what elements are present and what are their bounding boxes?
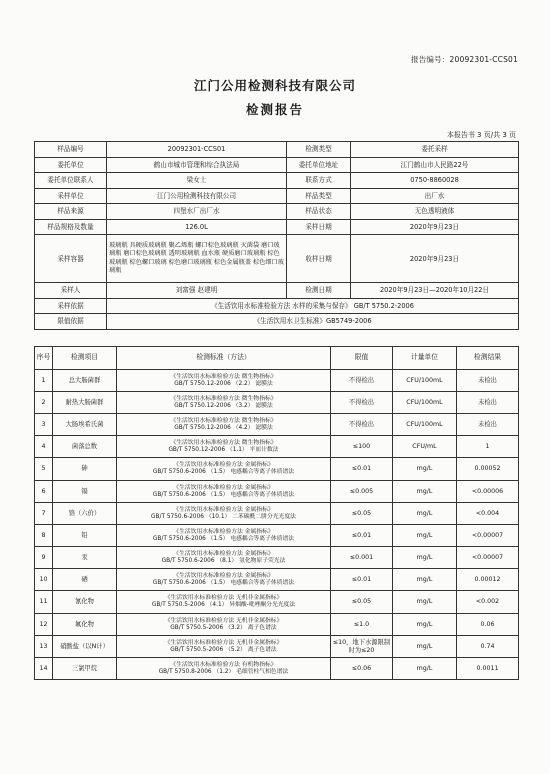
row-no: 4 [35,436,53,458]
results-table [34,346,519,680]
table-row [35,458,519,481]
info-label: 限值依据 [35,314,107,330]
row-standard-method: GB/T 5750.6-2006 （1.5） 电感耦合等离子体质谱法 [152,535,295,542]
row-standard [117,569,331,591]
table-row [35,591,519,614]
results-body [35,370,519,680]
row-standard [117,436,331,458]
row-limit: ≤0.06 [331,658,393,680]
row-item: 耐热大肠菌群 [53,392,117,414]
row-item: 大肠埃希氏菌 [53,414,117,436]
row-standard-method: GB/T 5750.12-2006 （3.2） 滤膜法 [174,402,273,409]
row-standard-title: 《生活饮用水标准检验方法 金属指标》 [173,528,274,535]
table-row [35,481,519,503]
info-label: 采样人 [35,283,107,299]
report-number-value: 20092301-CCS01 [449,55,518,64]
row-result: 0.06 [457,614,519,636]
row-standard-method: GB/T 5750.6-2006 （1.5） 电感耦合等离子体质谱法 [152,469,295,475]
results-header-row [35,347,519,370]
info-row [35,157,519,173]
info-value: 出厂水 [351,188,519,204]
info-label: 采样容器 [35,235,107,283]
row-unit: CFU/100mL [393,414,457,436]
info-value: 无色透明液体 [351,204,519,220]
row-item: 总大肠菌群 [53,370,117,392]
container-list: 玻璃瓶 具硬质玻璃瓶 聚乙烯瓶 螺口棕色玻璃瓶 灭菌袋 磨口玻璃瓶 磨口棕色玻璃瓶 透明玻璃瓶 血水瓶 硬质磨口玻璃瓶 棕色玻璃瓶 棕色螺口玻璃 棕色磨口玻璃瓶 棕色金属瓶盖 棕色细口玻璃瓶 [107,235,287,283]
info-row [35,204,519,220]
row-standard-title: 《生活饮用水标准检验方法 无机非金属指标》 [164,595,283,601]
info-label: 委托单位 [35,157,107,173]
row-result: <0.00007 [457,525,519,547]
info-value: 0750-8860028 [351,173,519,189]
row-standard [117,658,331,680]
row-unit: mg/L [393,658,457,680]
row-standard-title: 《生活饮用水标准检验方法 微生物指标》 [170,373,277,380]
info-value: 鹤山市城市管理和综合执法局 [107,157,287,173]
row-limit: 不得检出 [331,392,393,414]
row-unit: mg/L [393,503,457,525]
info-label: 联系方式 [287,173,351,189]
row-result: 未检出 [457,414,519,436]
row-no: 12 [35,614,53,636]
row-result: 未检出 [457,370,519,392]
info-row [35,235,519,283]
row-result: <0.004 [457,503,519,525]
row-standard-title: 《生活饮用水标准检验方法 无机非金属指标》 [164,617,283,624]
info-label: 检测日期 [287,283,351,299]
row-standard-title: 《生活饮用水标准检验方法 微生物指标》 [170,439,277,446]
header-limit: 限值 [331,347,393,370]
row-no: 7 [35,503,53,525]
report-number [411,54,518,65]
info-label: 采样依据 [35,298,107,314]
header-unit: 计量单位 [393,347,457,370]
row-no: 14 [35,658,53,680]
row-limit: ≤100 [331,436,393,458]
row-limit: ≤10，地下水源限制时为≤20 [331,636,393,658]
row-standard-title: 《生活饮用水标准检验方法 金属指标》 [173,506,274,513]
row-no: 13 [35,636,53,658]
row-item: 铬（六价） [53,503,117,525]
row-result: <0.00006 [457,481,519,503]
row-standard-method: GB/T 5750.6-2006 （1.5） 电感耦合等离子体质谱法 [152,491,295,498]
row-standard-method: GB/T 5750.12-2006 （2.2） 滤膜法 [174,380,273,387]
info-value: 126.0L [107,219,287,235]
row-limit: 不得检出 [331,414,393,436]
row-standard-method: GB/T 5750.6-2006 （10.1） 二苯碳酰二肼分光光度法 [151,513,296,520]
info-value: 20092301-CCS01 [107,142,287,158]
row-result: 0.00012 [457,569,519,591]
row-limit: ≤0.001 [331,547,393,569]
row-standard-method: GB/T 5750.6-2006 （1.5） 电感耦合等离子体质谱法 [152,579,295,586]
row-result: 未检出 [457,392,519,414]
row-unit: mg/L [393,458,457,481]
row-item: 砷 [53,458,117,481]
info-value: 2020年9月23日—2020年10月22日 [351,283,519,299]
info-label: 样品类型 [287,188,351,204]
row-result: 1 [457,436,519,458]
row-limit: ≤0.01 [331,569,393,591]
row-standard-title: 《生活饮用水标准检验方法 金属指标》 [173,462,274,468]
row-standard-method: GB/T 5750.6-2006 （8.1） 氢化物原子荧光法 [161,557,286,564]
row-standard-method: GB/T 5750.12-2006 （4.2） 滤膜法 [174,424,273,431]
info-value: 江门公用检测科技有限公司 [107,188,287,204]
info-row [35,173,519,189]
row-unit: mg/L [393,525,457,547]
header-standard: 检测标准（方法） [117,347,331,370]
row-limit: ≤0.01 [331,525,393,547]
info-value: 《生活饮用水标准检验方法 水样的采集与保存》 GB/T 5750.2-2006 [107,298,519,314]
info-value: 梁女士 [107,173,287,189]
row-unit: CFU/100mL [393,370,457,392]
info-value: 2020年9月23日 [351,235,519,283]
row-no: 1 [35,370,53,392]
row-item: 氰化物 [53,591,117,614]
row-no: 10 [35,569,53,591]
row-standard [117,458,331,481]
row-item: 氟化物 [53,614,117,636]
info-label: 收样日期 [287,235,351,283]
header-item: 检测项目 [53,347,117,370]
info-label: 样品规格及数量 [35,219,107,235]
row-item: 硝酸盐（以N计） [53,636,117,658]
row-item: 汞 [53,547,117,569]
row-standard-title: 《生活饮用水标准检验方法 金属指标》 [173,550,274,557]
info-row [35,314,519,330]
table-row [35,503,519,525]
table-row [35,392,519,414]
table-row [35,436,519,458]
row-unit: mg/L [393,636,457,658]
row-result: <0.002 [457,591,519,614]
row-limit: ≤0.05 [331,591,393,614]
info-label: 采样日期 [287,219,351,235]
row-standard-title: 《生活饮用水标准检验方法 金属指标》 [173,484,274,491]
row-standard [117,370,331,392]
info-label: 委托单位地址 [287,157,351,173]
row-limit: ≤0.01 [331,458,393,481]
row-result: 0.74 [457,636,519,658]
row-unit: mg/L [393,614,457,636]
company-name: 江门公用检测科技有限公司 [193,78,356,93]
row-standard [117,525,331,547]
info-label: 样品编号 [35,142,107,158]
row-item: 镉 [53,481,117,503]
info-label: 检测类型 [287,142,351,158]
row-standard [117,614,331,636]
row-no: 11 [35,591,53,614]
row-no: 9 [35,547,53,569]
row-limit: 不得检出 [331,370,393,392]
info-label: 委托单位联系人 [35,173,107,189]
row-standard-method: GB/T 5750.8-2006 （1.2） 毛细管柱气相色谱法 [158,668,289,675]
info-value: 委托采样 [351,142,519,158]
page-count: 本报告书 3 页/共 3 页 [446,131,516,139]
row-standard-title: 《生活饮用水标准检验方法 微生物指标》 [170,417,277,424]
row-standard [117,503,331,525]
info-label: 样品来源 [35,204,107,220]
row-standard [117,392,331,414]
row-item: 硒 [53,569,117,591]
info-row [35,298,519,314]
row-no: 5 [35,458,53,481]
info-label: 样品状态 [287,204,351,220]
sample-info-table [34,141,519,330]
row-standard-title: 《生活饮用水标准检验方法 金属指标》 [173,572,274,579]
table-row [35,614,519,636]
table-row [35,370,519,392]
info-label: 采样单位 [35,188,107,204]
row-unit: mg/L [393,481,457,503]
table-row [35,525,519,547]
row-unit: mg/L [393,569,457,591]
table-row [35,636,519,658]
info-value: 2020年9月23日 [351,219,519,235]
row-standard-method: GB/T 5750.12-2006 （1.1） 平皿计数法 [168,446,279,453]
info-value: 《生活饮用水卫生标准》GB5749-2006 [107,314,519,330]
row-standard-method: GB/T 5750.5-2006 （3.2） 离子色谱法 [170,624,277,631]
row-standard-title: 《生活饮用水标准检验方法 微生物指标》 [170,395,277,402]
row-unit: mg/L [393,591,457,614]
row-no: 2 [35,392,53,414]
row-standard [117,481,331,503]
info-value: 江门鹤山市人民路22号 [351,157,519,173]
info-row [35,142,519,158]
row-unit: mg/L [393,547,457,569]
row-limit: ≤0.05 [331,503,393,525]
header-result: 检测结果 [457,347,519,370]
header-no: 序号 [35,347,53,370]
row-no: 6 [35,481,53,503]
info-row [35,283,519,299]
info-value: 刘富强 赵建明 [107,283,287,299]
row-standard [117,547,331,569]
row-standard-title: 《生活饮用水标准检验方法 无机非金属指标》 [164,639,283,646]
row-unit: CFU/100mL [393,392,457,414]
row-item: 三氯甲烷 [53,658,117,680]
row-standard-title: 《生活饮用水标准检验方法 有机物指标》 [170,661,277,668]
row-standard [117,591,331,614]
row-no: 8 [35,525,53,547]
report-number-label: 报告编号： [411,55,450,64]
report-title: 检测报告 [245,102,304,117]
info-row [35,188,519,204]
row-standard [117,636,331,658]
table-row [35,414,519,436]
row-limit: ≤1.0 [331,614,393,636]
row-result: <0.00007 [457,547,519,569]
row-standard-method: GB/T 5750.5-2006 （5.2） 离子色谱法 [170,646,277,653]
row-result: 0.0011 [457,658,519,680]
row-unit: CFU/mL [393,436,457,458]
info-row [35,219,519,235]
row-no: 3 [35,414,53,436]
info-value: 四堡水厂出厂水 [107,204,287,220]
row-standard-method: GB/T 5750.5-2006 （4.1） 异烟酸-吡唑酮分光光度法 [151,602,296,608]
row-item: 铅 [53,525,117,547]
row-result: 0.00052 [457,458,519,481]
table-row [35,569,519,591]
table-row [35,658,519,680]
row-limit: ≤0.005 [331,481,393,503]
table-row [35,547,519,569]
row-item: 菌落总数 [53,436,117,458]
row-standard [117,414,331,436]
